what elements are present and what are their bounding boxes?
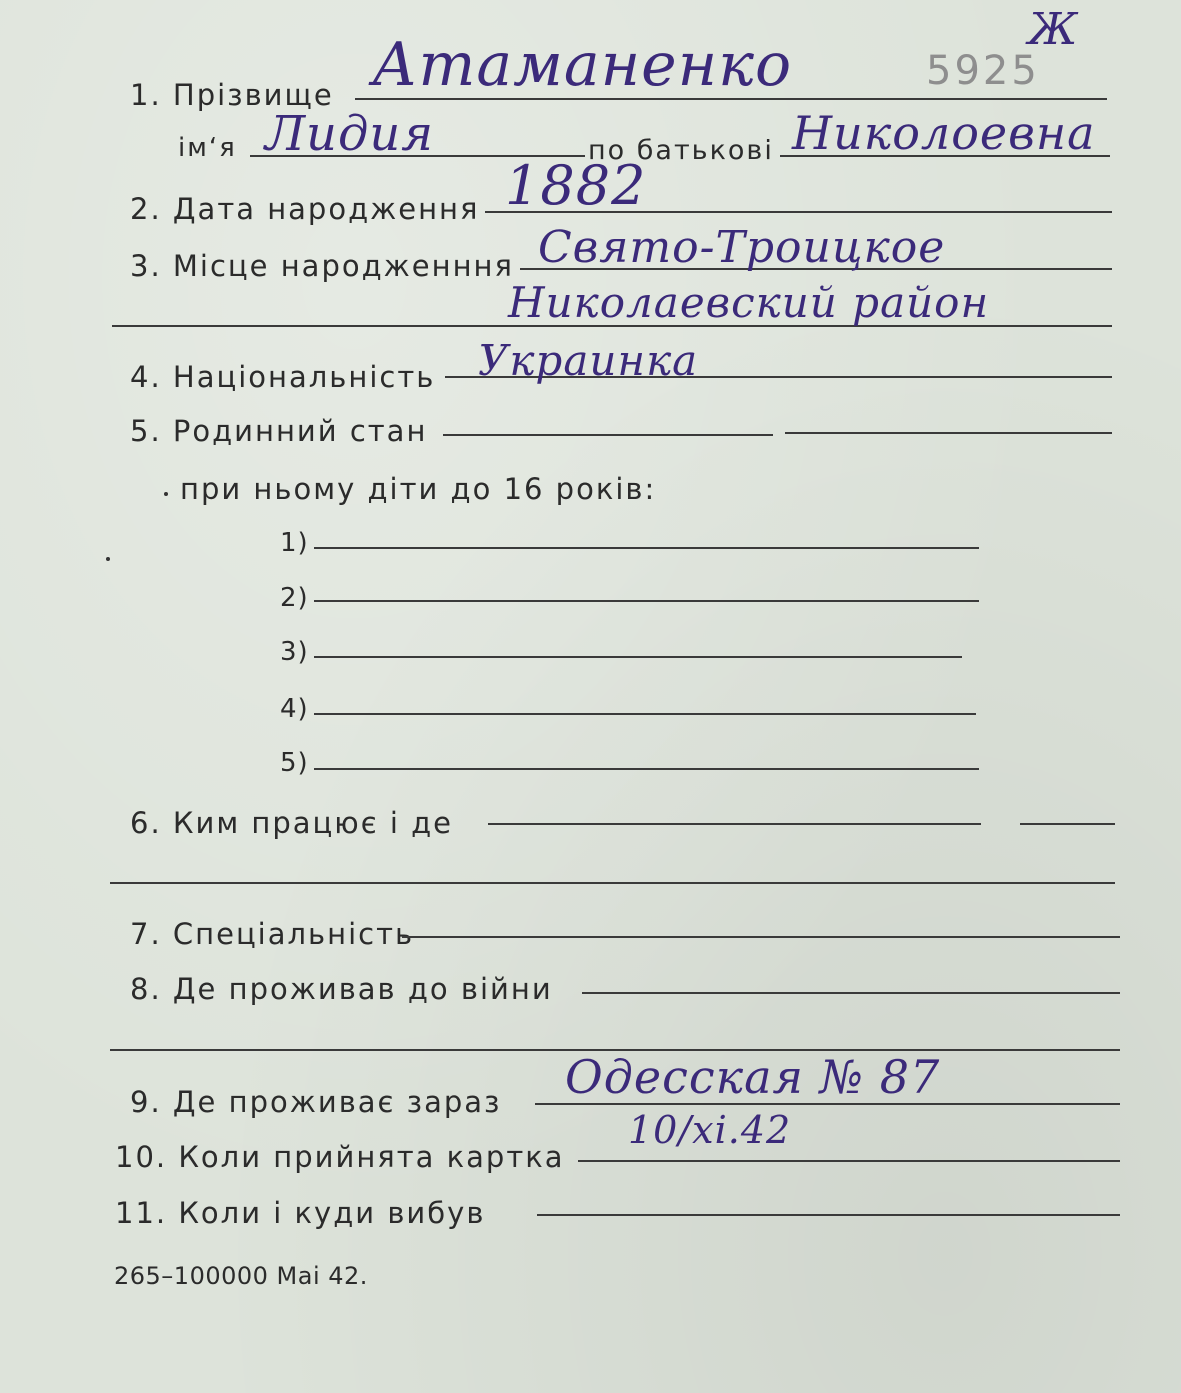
nationality-value: Украинка xyxy=(478,336,699,385)
accepted-label: 10. Коли прийнята картка xyxy=(115,1140,565,1174)
birth-place-label: 3. Місце народженння xyxy=(130,249,514,283)
work-line-a xyxy=(488,823,981,825)
child-5-line xyxy=(314,768,979,770)
patronymic-label: по батькові xyxy=(588,135,774,166)
first-name-value: Лидия xyxy=(265,106,435,162)
surname-label: 1. Прізвище xyxy=(130,78,334,112)
child-4-label: 4) xyxy=(280,694,309,724)
child-4-line xyxy=(314,713,976,715)
child-1-line xyxy=(314,547,979,549)
prewar-label: 8. Де проживав до війни xyxy=(130,972,553,1006)
child-5-label: 5) xyxy=(280,748,309,778)
speck-1 xyxy=(164,492,168,496)
work-label: 6. Ким працює і де xyxy=(130,806,454,840)
departed-line xyxy=(537,1214,1120,1216)
marital-label: 5. Родинний стан xyxy=(130,414,428,448)
marital-line-b xyxy=(785,432,1112,434)
accepted-date-value: 10/xi.42 xyxy=(628,1108,792,1152)
work-line-b xyxy=(1020,823,1115,825)
current-address-value: Одесская № 87 xyxy=(565,1050,941,1104)
current-label: 9. Де проживає зараз xyxy=(130,1085,502,1119)
marital-line-a xyxy=(443,434,773,436)
speck-2 xyxy=(106,557,110,561)
child-2-line xyxy=(314,600,979,602)
children-label: при ньому діти до 16 років: xyxy=(180,472,657,506)
prewar-line-a xyxy=(582,992,1120,994)
specialty-label: 7. Спеціальність xyxy=(130,917,415,951)
departed-label: 11. Коли і куди вибув xyxy=(115,1196,486,1230)
work-line-c xyxy=(110,882,1115,884)
first-name-label: ім‘я xyxy=(178,133,237,163)
child-1-label: 1) xyxy=(280,528,309,558)
accepted-line xyxy=(578,1160,1120,1162)
patronymic-value: Николоевна xyxy=(792,106,1096,160)
birth-year-value: 1882 xyxy=(505,154,647,217)
child-3-label: 3) xyxy=(280,637,309,667)
birth-place-value-1: Свято-Троицкое xyxy=(538,222,946,273)
card-letter: Ж xyxy=(1028,4,1079,55)
birth-date-label: 2. Дата народження xyxy=(130,192,480,226)
nationality-label: 4. Національність xyxy=(130,360,436,394)
print-run-footer: 265–100000 Mai 42. xyxy=(114,1262,368,1290)
birth-place-value-2: Николаевский район xyxy=(508,278,990,327)
child-3-line xyxy=(314,656,962,658)
surname-value: Атаманенко xyxy=(372,30,793,100)
specialty-line xyxy=(402,936,1120,938)
card-number: 5925 xyxy=(926,48,1040,94)
child-2-label: 2) xyxy=(280,583,309,613)
